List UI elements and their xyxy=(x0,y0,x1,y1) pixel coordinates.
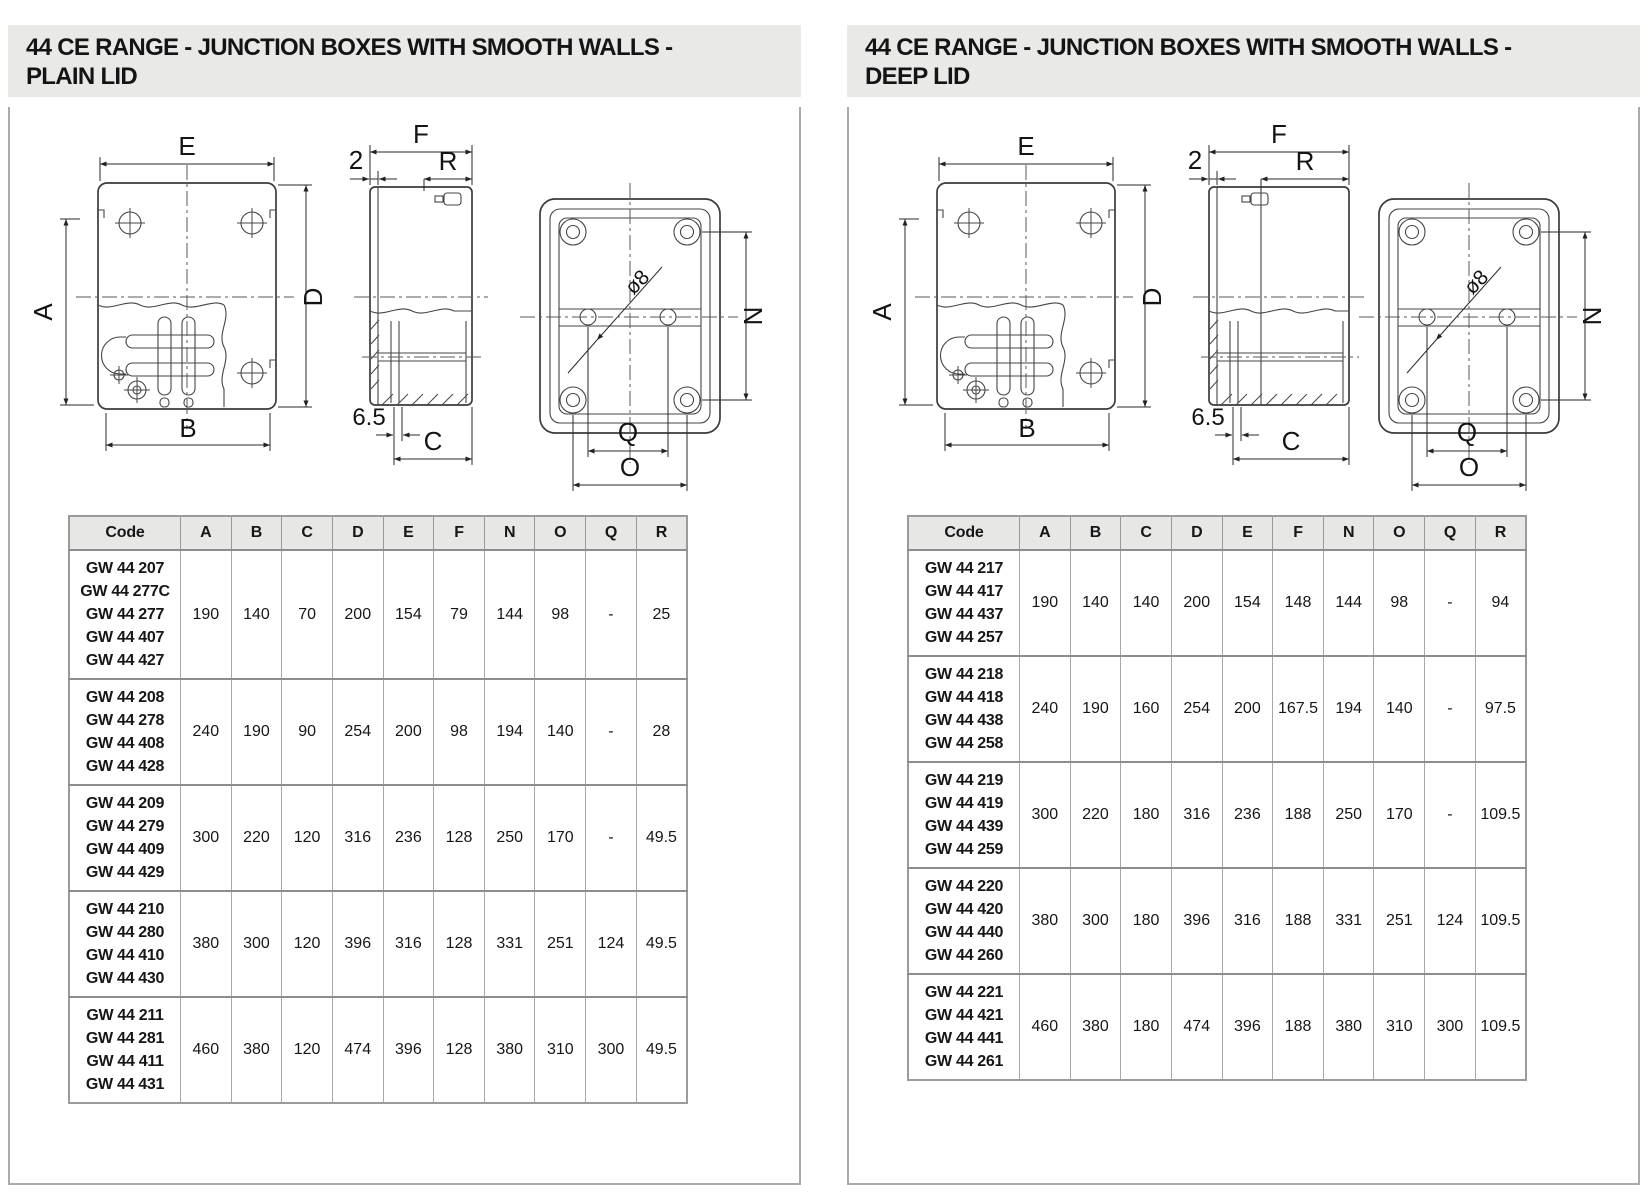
value-cell: 460 xyxy=(1020,974,1071,1080)
code-cell xyxy=(69,997,181,1103)
product-code: GW 44 279 xyxy=(85,818,165,835)
table-header xyxy=(69,516,687,550)
front-view xyxy=(867,131,1167,451)
value-cell: 251 xyxy=(535,891,586,997)
value-cell: 396 xyxy=(332,891,383,997)
product-code: GW 44 277 xyxy=(85,606,165,623)
product-code: GW 44 421 xyxy=(924,1007,1004,1024)
product-code: GW 44 220 xyxy=(924,878,1004,895)
value-cell: 70 xyxy=(282,550,333,679)
value-cell: 97.5 xyxy=(1475,656,1526,762)
code-cell xyxy=(908,656,1020,762)
value-cell: 331 xyxy=(484,891,535,997)
rear-view xyxy=(520,183,768,491)
technical-drawing-deep-lid xyxy=(859,107,1614,507)
dim-label-C: C xyxy=(1281,426,1301,456)
value-cell: 380 xyxy=(181,891,232,997)
value-cell: 300 xyxy=(586,997,637,1103)
dim-label-A: A xyxy=(28,303,58,321)
value-cell: 316 xyxy=(1222,868,1273,974)
value-cell: 300 xyxy=(1020,762,1071,868)
column-header: Q xyxy=(586,516,637,550)
value-cell: 180 xyxy=(1121,974,1172,1080)
column-header: D xyxy=(1171,516,1222,550)
value-cell: 200 xyxy=(383,679,434,785)
panel-title-band xyxy=(8,25,801,97)
value-cell: 190 xyxy=(231,679,282,785)
technical-drawing-plain-lid xyxy=(20,107,775,507)
value-cell: 396 xyxy=(1171,868,1222,974)
value-cell: 148 xyxy=(1273,550,1324,656)
code-cell xyxy=(908,868,1020,974)
value-cell: 380 xyxy=(1020,868,1071,974)
code-cell xyxy=(69,550,181,679)
value-cell: 140 xyxy=(1374,656,1425,762)
value-cell: 98 xyxy=(434,679,485,785)
value-cell: 300 xyxy=(1070,868,1121,974)
value-cell: 49.5 xyxy=(636,997,687,1103)
value-cell: 140 xyxy=(1121,550,1172,656)
value-cell: 98 xyxy=(1374,550,1425,656)
value-cell: 194 xyxy=(484,679,535,785)
value-cell: - xyxy=(586,679,637,785)
value-cell: 128 xyxy=(434,997,485,1103)
column-header: B xyxy=(231,516,282,550)
value-cell: 460 xyxy=(181,997,232,1103)
side-view xyxy=(1188,119,1365,465)
value-cell: 124 xyxy=(1425,868,1476,974)
value-cell: 240 xyxy=(1020,656,1071,762)
dim-label-2: 2 xyxy=(1187,145,1203,175)
value-cell: 300 xyxy=(1425,974,1476,1080)
dim-label-diameter: ø8 xyxy=(1459,265,1494,300)
product-code: GW 44 437 xyxy=(924,606,1004,623)
product-code: GW 44 219 xyxy=(924,772,1004,789)
value-cell: 140 xyxy=(535,679,586,785)
value-cell: 300 xyxy=(181,785,232,891)
dimensions-table-plain-lid xyxy=(68,515,688,1104)
dim-label-6.5: 6.5 xyxy=(352,404,386,431)
knockout-pattern xyxy=(102,317,215,407)
value-cell: - xyxy=(1425,656,1476,762)
value-cell: 170 xyxy=(535,785,586,891)
dim-label-R: R xyxy=(1295,146,1315,176)
value-cell: - xyxy=(1425,762,1476,868)
value-cell: 167.5 xyxy=(1273,656,1324,762)
value-cell: 109.5 xyxy=(1475,868,1526,974)
value-cell: 254 xyxy=(332,679,383,785)
product-code: GW 44 408 xyxy=(85,735,165,752)
panel-body xyxy=(8,107,801,1185)
code-cell xyxy=(69,891,181,997)
value-cell: 250 xyxy=(484,785,535,891)
product-code: GW 44 419 xyxy=(924,795,1004,812)
product-code: GW 44 410 xyxy=(85,947,165,964)
column-header: A xyxy=(181,516,232,550)
table-header xyxy=(908,516,1526,550)
value-cell: 190 xyxy=(1020,550,1071,656)
product-code: GW 44 280 xyxy=(85,924,165,941)
column-header: R xyxy=(636,516,687,550)
value-cell: 380 xyxy=(231,997,282,1103)
dim-label-Q: Q xyxy=(617,417,639,447)
value-cell: 316 xyxy=(332,785,383,891)
value-cell: 316 xyxy=(1171,762,1222,868)
table-row xyxy=(908,868,1526,974)
dim-label-B: B xyxy=(179,413,197,443)
value-cell: 180 xyxy=(1121,868,1172,974)
column-header: F xyxy=(434,516,485,550)
column-header: B xyxy=(1070,516,1121,550)
table-row xyxy=(908,762,1526,868)
product-code: GW 44 430 xyxy=(85,970,165,987)
value-cell: - xyxy=(1425,550,1476,656)
value-cell: 98 xyxy=(535,550,586,679)
panel-title-line1: 44 CE RANGE - JUNCTION BOXES WITH SMOOTH WALLS - xyxy=(26,34,673,61)
value-cell: 28 xyxy=(636,679,687,785)
dim-label-diameter: ø8 xyxy=(620,265,655,300)
product-code: GW 44 420 xyxy=(924,901,1004,918)
product-code: GW 44 440 xyxy=(924,924,1004,941)
product-code: GW 44 278 xyxy=(85,712,165,729)
product-code: GW 44 209 xyxy=(85,795,165,812)
table-row xyxy=(908,656,1526,762)
value-cell: 200 xyxy=(1222,656,1273,762)
value-cell: 124 xyxy=(586,891,637,997)
value-cell: 380 xyxy=(1070,974,1121,1080)
product-code: GW 44 258 xyxy=(924,735,1004,752)
product-code: GW 44 409 xyxy=(85,841,165,858)
product-code: GW 44 429 xyxy=(85,864,165,881)
product-code: GW 44 418 xyxy=(924,689,1004,706)
dim-label-R: R xyxy=(438,146,458,176)
value-cell: 154 xyxy=(1222,550,1273,656)
product-code: GW 44 411 xyxy=(86,1053,164,1070)
table-row xyxy=(908,550,1526,656)
code-cell xyxy=(69,785,181,891)
product-code: GW 44 208 xyxy=(85,689,165,706)
dim-label-N: N xyxy=(1577,306,1607,326)
table-row xyxy=(69,997,687,1103)
value-cell: 331 xyxy=(1323,868,1374,974)
knockout-pattern xyxy=(941,317,1054,407)
value-cell: 109.5 xyxy=(1475,974,1526,1080)
value-cell: 79 xyxy=(434,550,485,679)
dim-label-D: D xyxy=(1137,287,1167,307)
product-code: GW 44 260 xyxy=(924,947,1004,964)
panel-title-line2: DEEP LID xyxy=(865,63,970,90)
value-cell: 220 xyxy=(1070,762,1121,868)
value-cell: 188 xyxy=(1273,868,1324,974)
column-header: N xyxy=(1323,516,1374,550)
value-cell: 200 xyxy=(332,550,383,679)
code-cell xyxy=(908,762,1020,868)
value-cell: 316 xyxy=(383,891,434,997)
header-row xyxy=(69,516,687,550)
product-code: GW 44 431 xyxy=(85,1076,165,1093)
value-cell: 310 xyxy=(1374,974,1425,1080)
dim-label-B: B xyxy=(1018,413,1036,443)
value-cell: 220 xyxy=(231,785,282,891)
table-row xyxy=(69,550,687,679)
value-cell: 144 xyxy=(1323,550,1374,656)
column-header: E xyxy=(1222,516,1273,550)
product-code: GW 44 217 xyxy=(924,560,1004,577)
value-cell: 160 xyxy=(1121,656,1172,762)
value-cell: 474 xyxy=(1171,974,1222,1080)
panel-body xyxy=(847,107,1640,1185)
value-cell: 251 xyxy=(1374,868,1425,974)
value-cell: 188 xyxy=(1273,974,1324,1080)
panel-title-line2: PLAIN LID xyxy=(26,63,138,90)
dim-label-F: F xyxy=(1271,119,1287,149)
front-view xyxy=(28,131,328,451)
product-code: GW 44 439 xyxy=(924,818,1004,835)
dim-label-C: C xyxy=(423,426,443,456)
panel-title-line1: 44 CE RANGE - JUNCTION BOXES WITH SMOOTH WALLS - xyxy=(865,34,1512,61)
value-cell: 170 xyxy=(1374,762,1425,868)
value-cell: 120 xyxy=(282,891,333,997)
value-cell: 140 xyxy=(231,550,282,679)
value-cell: - xyxy=(586,785,637,891)
value-cell: - xyxy=(586,550,637,679)
dim-label-O: O xyxy=(619,452,641,482)
code-column-header: Code xyxy=(908,516,1020,550)
value-cell: 310 xyxy=(535,997,586,1103)
table-row xyxy=(908,974,1526,1080)
column-header: R xyxy=(1475,516,1526,550)
panel-title-band xyxy=(847,25,1640,97)
value-cell: 396 xyxy=(1222,974,1273,1080)
product-code: GW 44 417 xyxy=(924,583,1004,600)
code-cell xyxy=(908,550,1020,656)
column-header: A xyxy=(1020,516,1071,550)
value-cell: 120 xyxy=(282,997,333,1103)
value-cell: 49.5 xyxy=(636,891,687,997)
dim-label-N: N xyxy=(738,306,768,326)
dim-label-D: D xyxy=(298,287,328,307)
column-header: O xyxy=(535,516,586,550)
value-cell: 128 xyxy=(434,891,485,997)
value-cell: 200 xyxy=(1171,550,1222,656)
table-row xyxy=(69,891,687,997)
dimensions-table-deep-lid xyxy=(907,515,1527,1081)
product-code: GW 44 261 xyxy=(924,1053,1004,1070)
column-header: F xyxy=(1273,516,1324,550)
column-header: C xyxy=(1121,516,1172,550)
value-cell: 109.5 xyxy=(1475,762,1526,868)
dim-label-E: E xyxy=(178,131,196,161)
value-cell: 94 xyxy=(1475,550,1526,656)
value-cell: 25 xyxy=(636,550,687,679)
value-cell: 396 xyxy=(383,997,434,1103)
value-cell: 194 xyxy=(1323,656,1374,762)
column-header: Q xyxy=(1425,516,1476,550)
value-cell: 190 xyxy=(1070,656,1121,762)
dim-label-O: O xyxy=(1458,452,1480,482)
dim-label-F: F xyxy=(413,119,429,149)
dim-label-E: E xyxy=(1017,131,1035,161)
column-header: D xyxy=(332,516,383,550)
side-view xyxy=(349,119,488,465)
product-code: GW 44 211 xyxy=(86,1007,164,1024)
product-code: GW 44 407 xyxy=(85,629,165,646)
value-cell: 250 xyxy=(1323,762,1374,868)
value-cell: 190 xyxy=(181,550,232,679)
column-header: C xyxy=(282,516,333,550)
product-code: GW 44 218 xyxy=(924,666,1004,683)
product-code: GW 44 257 xyxy=(924,629,1004,646)
column-header: E xyxy=(383,516,434,550)
column-header: O xyxy=(1374,516,1425,550)
code-cell xyxy=(69,679,181,785)
value-cell: 180 xyxy=(1121,762,1172,868)
product-code: GW 44 210 xyxy=(85,901,165,918)
table-row xyxy=(69,785,687,891)
code-cell xyxy=(908,974,1020,1080)
value-cell: 128 xyxy=(434,785,485,891)
panel-deep-lid xyxy=(847,25,1640,1185)
value-cell: 120 xyxy=(282,785,333,891)
product-code: GW 44 427 xyxy=(85,652,165,669)
value-cell: 236 xyxy=(383,785,434,891)
dim-label-Q: Q xyxy=(1456,417,1478,447)
product-code: GW 44 221 xyxy=(924,984,1004,1001)
value-cell: 188 xyxy=(1273,762,1324,868)
dim-label-2: 2 xyxy=(348,145,364,175)
product-code: GW 44 428 xyxy=(85,758,165,775)
code-column-header: Code xyxy=(69,516,181,550)
value-cell: 49.5 xyxy=(636,785,687,891)
value-cell: 154 xyxy=(383,550,434,679)
dim-label-6.5: 6.5 xyxy=(1191,404,1225,431)
value-cell: 300 xyxy=(231,891,282,997)
value-cell: 90 xyxy=(282,679,333,785)
product-code: GW 44 259 xyxy=(924,841,1004,858)
product-code: GW 44 438 xyxy=(924,712,1004,729)
value-cell: 474 xyxy=(332,997,383,1103)
table-row xyxy=(69,679,687,785)
value-cell: 380 xyxy=(484,997,535,1103)
value-cell: 240 xyxy=(181,679,232,785)
dim-label-A: A xyxy=(867,303,897,321)
product-code: GW 44 277C xyxy=(80,583,170,600)
product-code: GW 44 207 xyxy=(85,560,165,577)
product-code: GW 44 441 xyxy=(924,1030,1004,1047)
value-cell: 144 xyxy=(484,550,535,679)
value-cell: 140 xyxy=(1070,550,1121,656)
product-code: GW 44 281 xyxy=(85,1030,165,1047)
column-header: N xyxy=(484,516,535,550)
header-row xyxy=(908,516,1526,550)
value-cell: 380 xyxy=(1323,974,1374,1080)
value-cell: 254 xyxy=(1171,656,1222,762)
panel-plain-lid xyxy=(8,25,801,1185)
value-cell: 236 xyxy=(1222,762,1273,868)
rear-view xyxy=(1359,183,1607,491)
